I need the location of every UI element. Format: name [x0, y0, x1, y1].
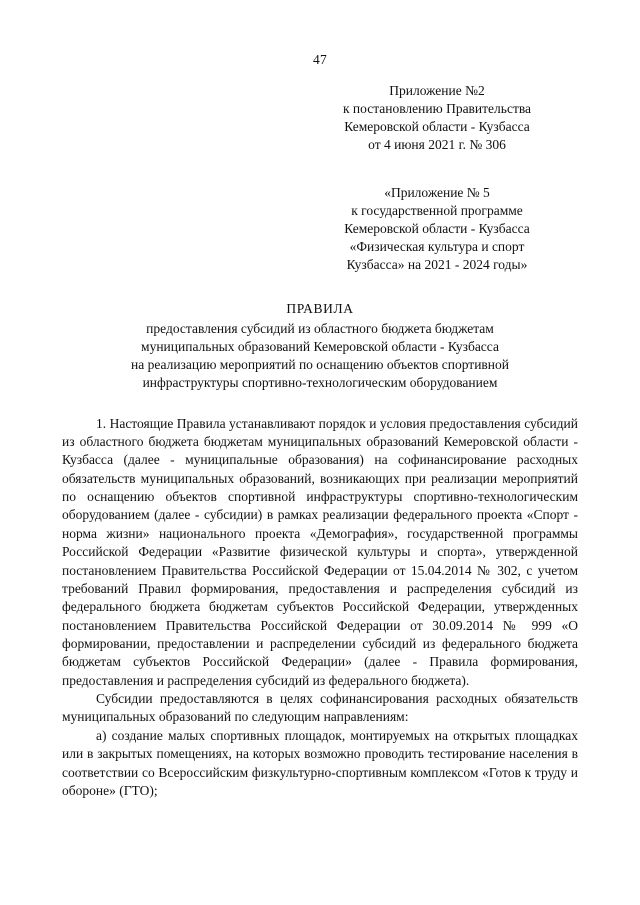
appendix-reference-line: от 4 июня 2021 г. № 306: [368, 136, 506, 152]
body-paragraph: 1. Настоящие Правила устанавливают порядок и условия предоставления субсидий из областного бюджета бюджетам муниципальных образований Кемеровской области - Кузбасса (далее - муниципальные образования) на софинансирование расходных обязательств муниципальных образований, возникающих при реализации мероприятий по оснащению объектов спортивной инфраструктуры спортивно-технологическим оборудованием (далее - субсидии) в рамках реализации федерального проекта «Спорт - норма жизни» национального проекта «Демография», государственной программы Российской Федерации «Развитие физической культуры и спорта», утвержденной постановлением Правительства Российской Федерации от 15.04.2014 № 302, с учетом требований Правил формирования, предоставления и распределения субсидий из федерального бюджета бюджетам субъектов Российской Федерации, утвержденных постановлением Правительства Российской Федерации от 30.09.2014 № 999 «О формировании, предоставлении и распределении субсидий из федерального бюджета бюджетам субъектов Российской Федерации» (далее - Правила формирования, предоставления и распределения субсидий из федерального бюджета).: [62, 415, 578, 688]
document-title-block: [62, 300, 578, 393]
program-reference-line: «Приложение № 5: [384, 184, 490, 200]
program-reference-block: [302, 184, 572, 274]
appendix-reference-block: [302, 82, 572, 154]
program-reference-line: к государственной программе: [351, 202, 523, 218]
document-subtitle-line: на реализацию мероприятий по оснащению объектов спортивной: [130, 357, 509, 373]
block-spacer: [62, 154, 578, 184]
document-subtitle-line: муниципальных образований Кемеровской области - Кузбасса: [141, 339, 499, 355]
page-number: 47: [313, 52, 327, 67]
document-subtitle-line: инфраструктуры спортивно-технологическим оборудованием: [142, 375, 498, 391]
document-title: ПРАВИЛА: [286, 300, 354, 316]
program-reference-line: Кузбасса» на 2021 - 2024 годы»: [346, 256, 528, 272]
appendix-reference-line: Приложение №2: [389, 83, 485, 98]
document-subtitle-line: предоставления субсидий из областного бюджета бюджетам: [146, 320, 494, 336]
body-paragraph: а) создание малых спортивных площадок, монтируемых на открытых площадках или в закрытых помещениях, на которых возможно проводить тестирование населения в соответствии со Всероссийским физкультурно-спортивным комплексом «Готов к труду и обороне» (ГТО);: [62, 727, 578, 798]
appendix-reference-line: к постановлению Правительства: [342, 100, 532, 116]
program-reference-line: Кемеровской области - Кузбасса: [344, 220, 530, 236]
body-paragraph: Субсидии предоставляются в целях софинансирования расходных обязательств муниципальных образований по следующим направлениям:: [62, 691, 578, 725]
appendix-reference-line: Кемеровской области - Кузбасса: [344, 118, 530, 134]
program-reference-line: «Физическая культура и спорт: [349, 238, 525, 254]
document-body: [62, 415, 578, 801]
